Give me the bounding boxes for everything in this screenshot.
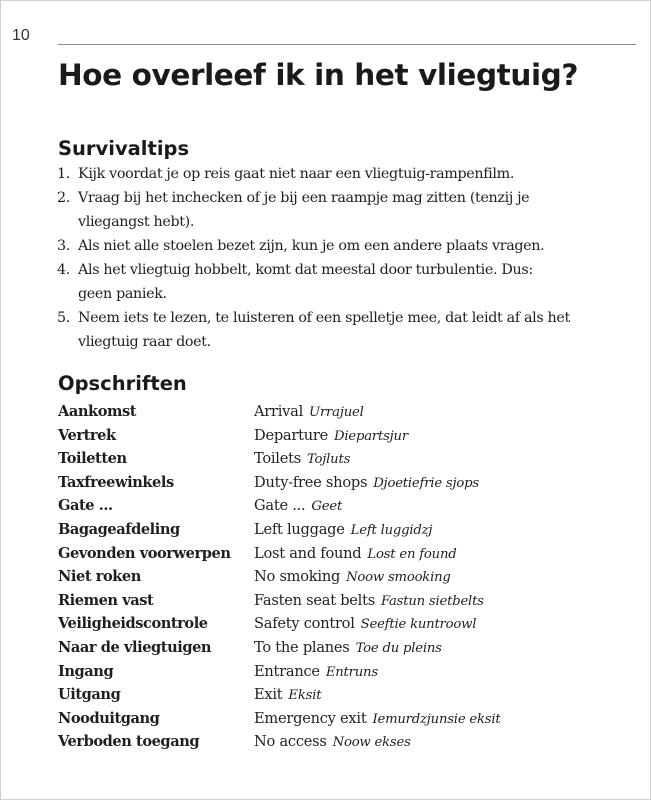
sign-row: [58, 636, 638, 660]
sign-english-group: [254, 730, 411, 755]
survival-tip-item: [57, 258, 647, 306]
survival-tip-item: [57, 162, 647, 186]
sign-english-group: [254, 471, 479, 496]
sign-pronunciation: Fastun sietbelts: [380, 593, 484, 609]
survival-tip-text: Als niet alle stoelen bezet zijn, kun je om een andere plaats vragen.: [78, 238, 545, 254]
sign-row: [58, 612, 638, 636]
survival-tip-item: [57, 234, 647, 258]
sign-english-term: Safety control: [254, 615, 355, 633]
survival-tip-number: 2.: [57, 190, 70, 206]
sign-english-group: [254, 707, 501, 732]
sign-pronunciation: Noow ekses: [332, 735, 411, 751]
sign-english-term: Lost and found: [254, 544, 362, 562]
sign-dutch-term: Naar de vliegtuigen: [58, 638, 212, 656]
sign-english-term: No smoking: [254, 568, 341, 586]
sign-english-group: [254, 683, 321, 708]
survival-tip-number: 5.: [57, 310, 70, 326]
sign-dutch-term: Nooduitgang: [58, 709, 160, 727]
sign-english-group: [254, 565, 451, 590]
sign-english-term: Gate ...: [254, 497, 306, 515]
signs-heading: Opschriften: [58, 372, 187, 395]
sign-row: [58, 707, 638, 731]
sign-row: [58, 589, 638, 613]
sign-dutch-term: Vertrek: [58, 426, 116, 444]
sign-english-group: [254, 424, 408, 449]
page-title: Hoe overleef ik in het vliegtuig?: [58, 58, 579, 92]
sign-english-term: Exit: [254, 686, 283, 704]
sign-english-group: [254, 589, 484, 614]
survival-tip-number: 3.: [57, 238, 70, 254]
survival-tip-text: Als het vliegtuig hobbelt, komt dat meestal door turbulentie. Dus:: [78, 262, 533, 278]
sign-pronunciation: Left luggidzj: [350, 522, 433, 538]
sign-pronunciation: Diepartsjur: [333, 428, 408, 444]
sign-english-group: [254, 400, 364, 425]
sign-pronunciation: Eksit: [288, 688, 322, 704]
sign-dutch-term: Veiligheidscontrole: [58, 615, 208, 633]
sign-dutch-term: Verboden toegang: [58, 733, 200, 751]
sign-english-group: [254, 542, 457, 567]
sign-dutch-term: Toiletten: [58, 450, 127, 468]
sign-english-group: [254, 518, 432, 543]
sign-pronunciation: Iemurdzjunsie eksit: [372, 711, 501, 727]
survival-tip-text: vliegangst hebt).: [78, 214, 195, 230]
sign-row: [58, 518, 638, 542]
page-number: 10: [12, 27, 30, 44]
sign-row: [58, 565, 638, 589]
sign-pronunciation: Geet: [311, 499, 343, 515]
survival-tip-number: 4.: [57, 262, 70, 278]
sign-row: [58, 730, 638, 754]
sign-pronunciation: Urrajuel: [309, 405, 364, 420]
sign-dutch-term: Ingang: [58, 662, 114, 680]
survival-tip-text: Neem iets te lezen, te luisteren of een spelletje mee, dat leidt af als het: [78, 310, 570, 326]
sign-pronunciation: Djoetiefrie sjops: [373, 475, 479, 491]
sign-row: [58, 660, 638, 684]
sign-dutch-term: Gevonden voorwerpen: [58, 544, 231, 562]
survival-tips-heading: Survivaltips: [58, 137, 190, 160]
sign-english-term: Entrance: [254, 662, 320, 680]
sign-english-term: Toilets: [254, 450, 301, 468]
sign-row: [58, 400, 638, 424]
sign-pronunciation: Seeftie kuntroowl: [360, 617, 477, 633]
sign-row: [58, 494, 638, 518]
sign-row: [58, 424, 638, 448]
sign-pronunciation: Noow smooking: [346, 570, 451, 586]
sign-english-term: Duty-free shops: [254, 473, 368, 491]
sign-dutch-term: Bagageafdeling: [58, 520, 180, 538]
survival-tip-item: [57, 306, 647, 354]
sign-english-term: Fasten seat belts: [254, 591, 375, 609]
sign-english-term: Left luggage: [254, 520, 345, 538]
survival-tip-number: 1.: [57, 166, 70, 182]
sign-english-group: [254, 447, 350, 472]
header-rule: [58, 44, 636, 45]
survival-tip-text: Kijk voordat je op reis gaat niet naar een vliegtuig-rampenfilm.: [78, 166, 515, 182]
signs-list: [58, 400, 638, 754]
sign-english-group: [254, 636, 442, 661]
sign-english-group: [254, 612, 476, 637]
sign-english-term: Emergency exit: [254, 709, 367, 727]
survival-tip-item: [57, 186, 647, 234]
sign-english-term: No access: [254, 733, 327, 751]
sign-pronunciation: Entruns: [325, 664, 378, 680]
sign-dutch-term: Taxfreewinkels: [58, 473, 174, 491]
sign-english-term: To the planes: [254, 638, 350, 656]
survival-tip-text: Vraag bij het inchecken of je bij een raampje mag zitten (tenzij je: [78, 190, 530, 206]
sign-pronunciation: Lost en found: [367, 546, 457, 562]
survival-tip-text: vliegtuig raar doet.: [78, 334, 211, 350]
sign-dutch-term: Niet roken: [58, 568, 141, 586]
sign-dutch-term: Gate ...: [58, 497, 113, 515]
sign-dutch-term: Aankomst: [58, 403, 137, 420]
sign-row: [58, 471, 638, 495]
sign-pronunciation: Toe du pleins: [355, 640, 442, 656]
sign-dutch-term: Uitgang: [58, 686, 121, 704]
sign-english-group: [254, 494, 342, 519]
sign-pronunciation: Tojluts: [306, 452, 351, 468]
sign-row: [58, 683, 638, 707]
sign-row: [58, 447, 638, 471]
survival-tips-list: [57, 162, 647, 354]
sign-english-term: Arrival: [254, 403, 304, 420]
sign-row: [58, 542, 638, 566]
sign-english-group: [254, 660, 378, 685]
sign-english-term: Departure: [254, 426, 328, 444]
survival-tip-text: geen paniek.: [78, 286, 167, 302]
sign-dutch-term: Riemen vast: [58, 591, 154, 609]
